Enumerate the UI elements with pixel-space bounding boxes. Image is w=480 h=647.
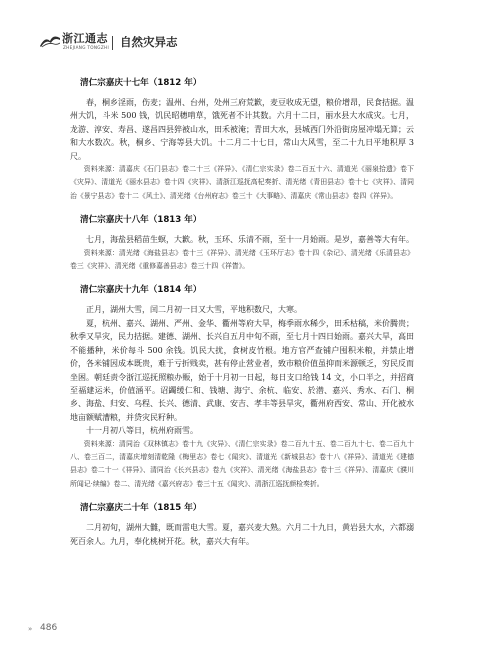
year-section [70, 501, 414, 548]
year-section [70, 213, 414, 273]
source-note: 资料来源：清光绪《海盐县志》卷十三《祥异》、清光绪《玉环厅志》卷十四《杂记》、清光绪《乐清县志》卷三《灾祥》、清光绪《重修嘉善县志》卷三十四《祥眚》。 [70, 248, 414, 271]
year-heading: 清仁宗嘉庆二十年（1815 年） [80, 503, 202, 514]
record-paragraph: 七月，海盐县稻苗生螟，大歉。秋，玉环、乐清不雨，至十一月始雨。是岁，嘉善等大有年。 [86, 235, 414, 245]
record-paragraph: 十一月初八等日，杭州府雨雪。 [86, 426, 198, 436]
page-number: 486 [40, 623, 58, 633]
year-section [70, 283, 414, 491]
page-body [70, 66, 414, 548]
record-paragraph: 正月，湖州大雪，闰二月初一日又大雪，平地积数尺，大寒。 [86, 305, 302, 315]
source-note: 资料来源：清同治《双林镇志》卷十九《灾异》、《清仁宗实录》卷二百九十五、卷二百九十七、卷二百九十八、卷三百二，清嘉庆增刻清乾隆《梅里志》卷七《闻灾》、清道光《新城县志》卷十八《祥异》、清道光《建德县志》卷二十一《祥异》、清同治《长兴县志》卷九《灾祥》、清光绪《海盐县志》卷十三《祥异》、清嘉庆《濮川所闻记·续编》卷二、清光绪《嘉兴府志》卷三十五《闻灾》、清浙江巡抚颜检奏折。 [70, 439, 414, 488]
header-divider [112, 36, 113, 50]
logo-text: 浙江通志 [62, 32, 108, 45]
page-footer [0, 618, 480, 642]
section-title: 自然灾异志 [120, 35, 178, 49]
logo-subtext: ZHEJIANG TONGZHI [63, 45, 109, 50]
year-heading: 清仁宗嘉庆十九年（1814 年） [80, 285, 202, 296]
record-paragraph: 夏，杭州、嘉兴、湖州、严州、金华、衢州等府大旱，梅季雨水稀少，田禾枯稿，米价腾贵；秋季又旱灾，民力拮据。建德、湖州、长兴自五月中旬不雨，至七月十四日始雨。嘉兴大旱，高田不能播种，米价每斗 500 余钱。饥民大扰，食树皮竹根。地方官严查铺户囤积米粮，并禁止增价，各米铺因成本既贵，难于亏折贱卖，甚有停止营业者，致市粮价值虽抑而米源顿乏，穷民反而坐困。朝廷责令浙江巡抚照粮办赈，始于十月初一日起，每日支口给钱 14 文，小口半之，并招商至福建运米，价值涵平。诏蠲缓仁和、钱塘、海宁、余杭、临安、於潜、嘉兴、秀水、石门、桐乡、海盐、归安、乌程、长兴、德清、武康、安吉、孝丰等县旱灾，衢州府西安、常山、开化被水地亩额赋漕粮，并贷灾民籽种。 [70, 318, 414, 422]
year-heading: 清仁宗嘉庆十七年（1812 年） [80, 78, 202, 88]
page-marker-icon: » [28, 625, 33, 633]
year-section [70, 76, 414, 203]
source-note: 资料来源：清嘉庆《石门县志》卷二十三《祥异》、《清仁宗实录》卷二百五十六、清道光《丽泉拾遗》卷下《灾异》、清道光《丽水县志》卷十四《灾祥》、清浙江巡抚高杞奏折、清光绪《青田县志》卷十七《灾祥》、清同治《景宁县志》卷十二《风土》、清光绪《台州府志》卷三十《大事略》、清嘉庆《常山县志》卷四《祥异》。 [70, 165, 414, 200]
record-paragraph: 二月初旬，湖州大雠，既而雷电大雪。夏，嘉兴麦大熟。六月二十九日，黄岩县大水，六都溺死百余人。九月，奉化桃树开花。秋，嘉兴大有年。 [70, 523, 414, 546]
record-paragraph: 春，桐乡淫雨，伤麦；温州、台州，处州三府荒歉，麦豆收成无望，粮价增昂，民食拮据。温州大饥，斗米 500 钱，饥民昭穗啃草，饿死者不计其数。六月十二日，丽水县大水成灾。七月，龙游、淳安、寿昌、遂昌四县猝被山水，田禾被淹；青田大水，县城西门外沿街房屋冲塌无算；云和大水数次。秋，桐乡、宁海等县大饥。十二月二十七日，常山大风雪，至二十九日平地积厚 3 尺。 [70, 98, 414, 161]
page-header [0, 0, 480, 70]
mountain-logo-icon [40, 32, 60, 48]
series-logo [40, 30, 116, 56]
year-heading: 清仁宗嘉庆十八年（1813 年） [80, 215, 202, 226]
